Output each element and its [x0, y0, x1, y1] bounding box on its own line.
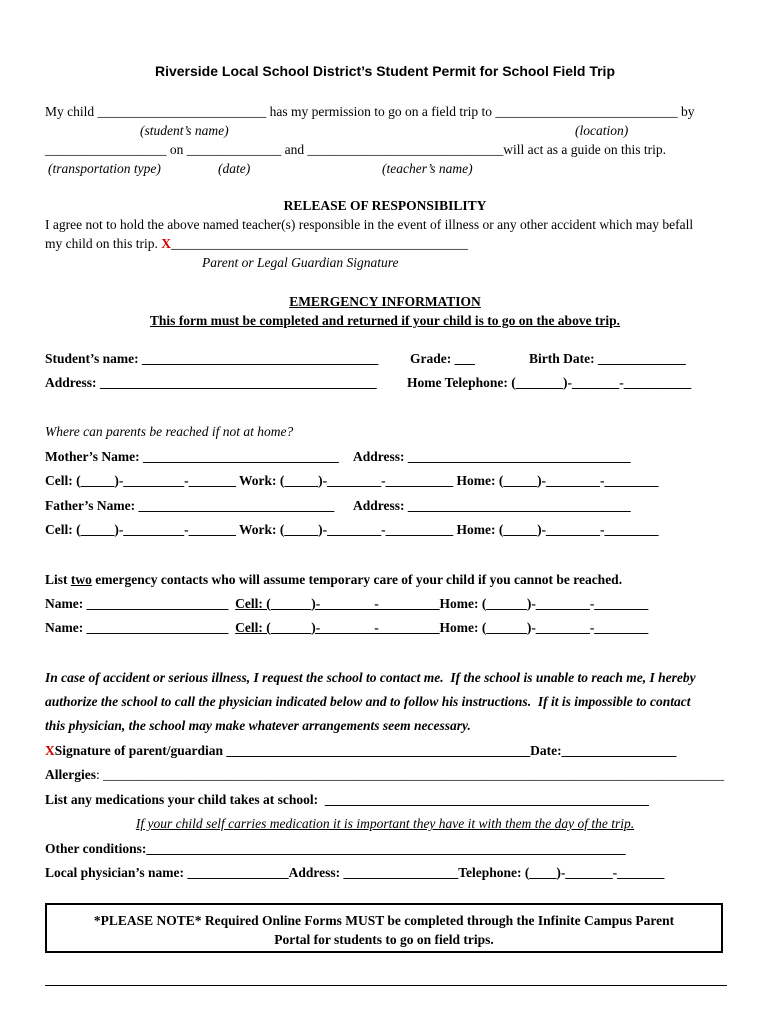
father-address-field[interactable]: Address: _________________________________ — [353, 498, 631, 513]
address-field[interactable]: Address: _________________________________________ — [45, 375, 377, 390]
form-title: Riverside Local School District’s Student Permit for School Field Trip — [154, 63, 615, 79]
label-teacher-name: (teacher’s name) — [382, 161, 473, 176]
student-name-field[interactable]: Student’s name: ___________________________________ — [45, 351, 379, 366]
contact-row-2 — [45, 620, 648, 636]
release-text-1: I agree not to hold the above named teacher(s) responsible in the event of illness or any other accident which may befall — [45, 217, 694, 232]
label-date: (date) — [218, 161, 251, 176]
allergies-label: Allergies — [45, 767, 96, 782]
release-text-2 — [45, 236, 468, 252]
physician-field[interactable]: Local physician’s name: _______________Address: _________________Telephone: (____)-_______-_______ — [45, 865, 665, 880]
other-conditions-field[interactable]: Other conditions:_______________________________________________________________________ — [45, 841, 626, 856]
contact-home-field[interactable]: Home: (______)-________-________ — [439, 620, 649, 635]
mother-phones-field[interactable]: Cell: (_____)-_________-_______ Work: (_____)-________-__________ Home: (_____)-________-________ — [45, 473, 659, 488]
home-telephone-field[interactable]: Home Telephone: (_______)-_______-__________ — [407, 375, 692, 390]
allergies-row — [45, 767, 724, 783]
label-location: (location) — [575, 123, 629, 138]
contact-name-field[interactable]: Name: _____________________ — [45, 620, 232, 635]
notice-text: *PLEASE NOTE* Required Online Forms MUST be completed through the Infinite Campus Parent Portal for students to go on field trips. — [93, 913, 675, 947]
contact-row-1 — [45, 596, 648, 612]
release-text-prefix: my child on this trip. — [45, 236, 162, 251]
label-transportation: (transportation type) — [48, 161, 161, 176]
release-heading: RELEASE OF RESPONSIBILITY — [283, 198, 487, 213]
permission-line-2: __________________ on ______________ and _____________________________will act as a guide on this trip. — [45, 142, 666, 157]
mother-address-field[interactable]: Address: _________________________________ — [353, 449, 631, 464]
parent-signature-row — [45, 743, 676, 759]
contact-name-field[interactable]: Name: _____________________ — [45, 596, 232, 611]
birth-date-field[interactable]: Birth Date: _____________ — [529, 351, 686, 366]
contacts-intro-two: two — [70, 572, 92, 587]
permission-line-1: My child _________________________ has my permission to go on a field trip to ___________________________ by — [45, 104, 695, 119]
parents-prompt: Where can parents be reached if not at home? — [45, 424, 294, 439]
mother-name-field[interactable]: Mother’s Name: _____________________________ — [45, 449, 339, 464]
authorization-line-3: this physician, the school may make whatever arrangements seem necessary. — [45, 718, 471, 733]
emergency-heading: EMERGENCY INFORMATION — [289, 294, 481, 309]
notice-box — [45, 903, 723, 953]
contact-cell-field[interactable]: Cell: (______)-________-_________ — [235, 596, 440, 611]
allergies-field[interactable]: : ____________________________________________________________________________________________ — [95, 767, 725, 782]
contacts-intro-post: emergency contacts who will assume temporary care of your child if you cannot be reached. — [91, 572, 623, 587]
father-name-field[interactable]: Father’s Name: _____________________________ — [45, 498, 335, 513]
authorization-line-2: authorize the school to call the physician indicated below and to follow his instructions. If it is impossible to contact — [45, 694, 691, 709]
guardian-signature-label: Parent or Legal Guardian Signature — [202, 255, 399, 270]
emergency-subheading: This form must be completed and returned if your child is to go on the above trip. — [149, 313, 621, 328]
grade-field[interactable]: Grade: ___ — [410, 351, 475, 366]
authorization-line-1: In case of accident or serious illness, I request the school to contact me. If the school is unable to reach me, I hereby — [45, 670, 696, 685]
father-phones-field[interactable]: Cell: (_____)-_________-_______ Work: (_____)-________-__________ Home: (_____)-________-________ — [45, 522, 659, 537]
guardian-signature-line[interactable]: ____________________________________________ — [171, 236, 468, 251]
bottom-divider — [45, 985, 727, 986]
x-mark: X — [161, 236, 171, 251]
contacts-intro-pre: List — [45, 572, 71, 587]
medications-field[interactable]: List any medications your child takes at school: ________________________________________________ — [45, 792, 649, 807]
contacts-intro — [45, 572, 622, 588]
contact-home-field[interactable]: Home: (______)-________-________ — [439, 596, 649, 611]
label-student-name: (student’s name) — [140, 123, 229, 138]
medication-note: If your child self carries medication it is important they have it with them the day of the trip. — [135, 816, 635, 831]
x-mark: X — [45, 743, 55, 758]
contact-cell-field[interactable]: Cell: (______)-________-_________ — [235, 620, 440, 635]
parent-signature-field[interactable]: Signature of parent/guardian _____________________________________________Date:_________________ — [54, 743, 677, 758]
